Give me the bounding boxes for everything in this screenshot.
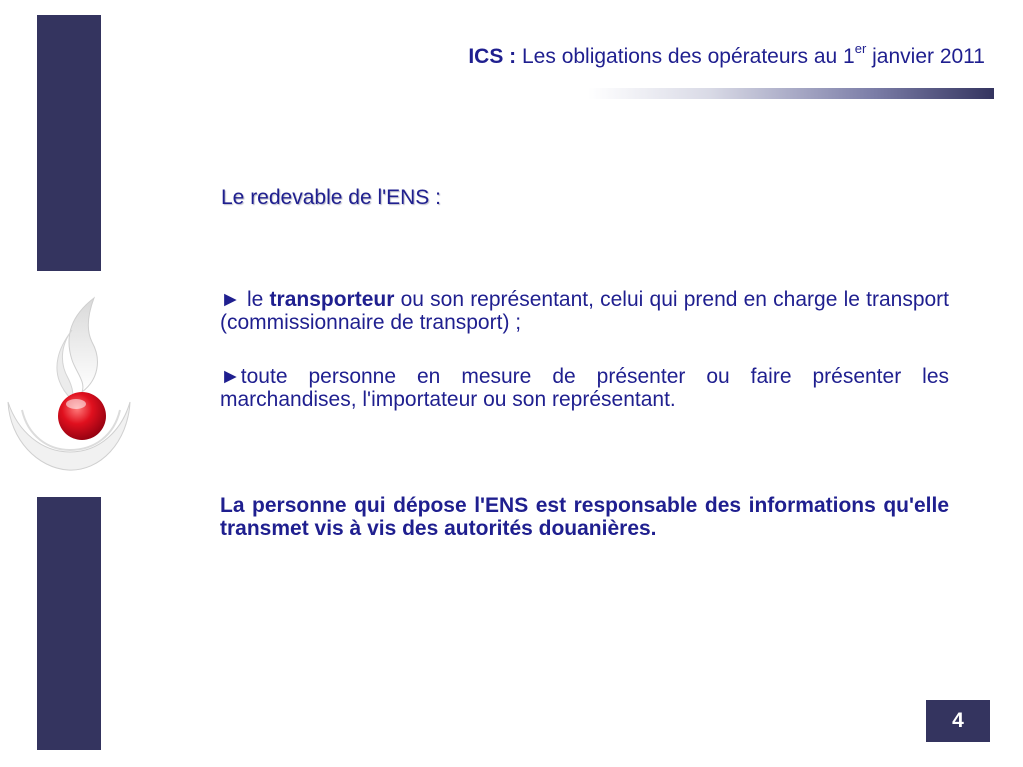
- title-main: Les obligations des opérateurs au 1: [522, 45, 855, 68]
- bullet-arrow-icon: ►: [220, 365, 241, 388]
- title-bold-prefix: ICS :: [468, 45, 517, 68]
- bullet-item-transporteur: [220, 288, 949, 334]
- left-accent-bar-top: [37, 15, 101, 271]
- bullet-item-toute-personne: [220, 365, 949, 411]
- conclusion-paragraph: La personne qui dépose l'ENS est responsable des informations qu'elle transmet vis à vis des autorités douanières.: [220, 494, 949, 540]
- bullet-arrow-icon: ►: [220, 288, 241, 311]
- item2-text: toute personne en mesure de présenter ou faire présenter les marchandises, l'importateur ou son représentant.: [220, 365, 949, 411]
- item1-prefix: le: [240, 288, 270, 311]
- item1-bold-term: transporteur: [269, 288, 395, 311]
- title-superscript: er: [854, 41, 867, 56]
- section-subtitle: Le redevable de l'ENS :: [221, 186, 441, 209]
- slide-title: [468, 43, 985, 69]
- title-underline-gradient: [588, 88, 994, 99]
- customs-logo: [2, 290, 134, 480]
- left-accent-bar-bottom: [37, 497, 101, 750]
- item1-rest: ou son représentant, celui qui prend en charge le transport (commissionnaire de transport) ;: [220, 288, 949, 334]
- title-end: janvier 2011: [866, 45, 985, 68]
- page-number-badge: 4: [926, 700, 990, 742]
